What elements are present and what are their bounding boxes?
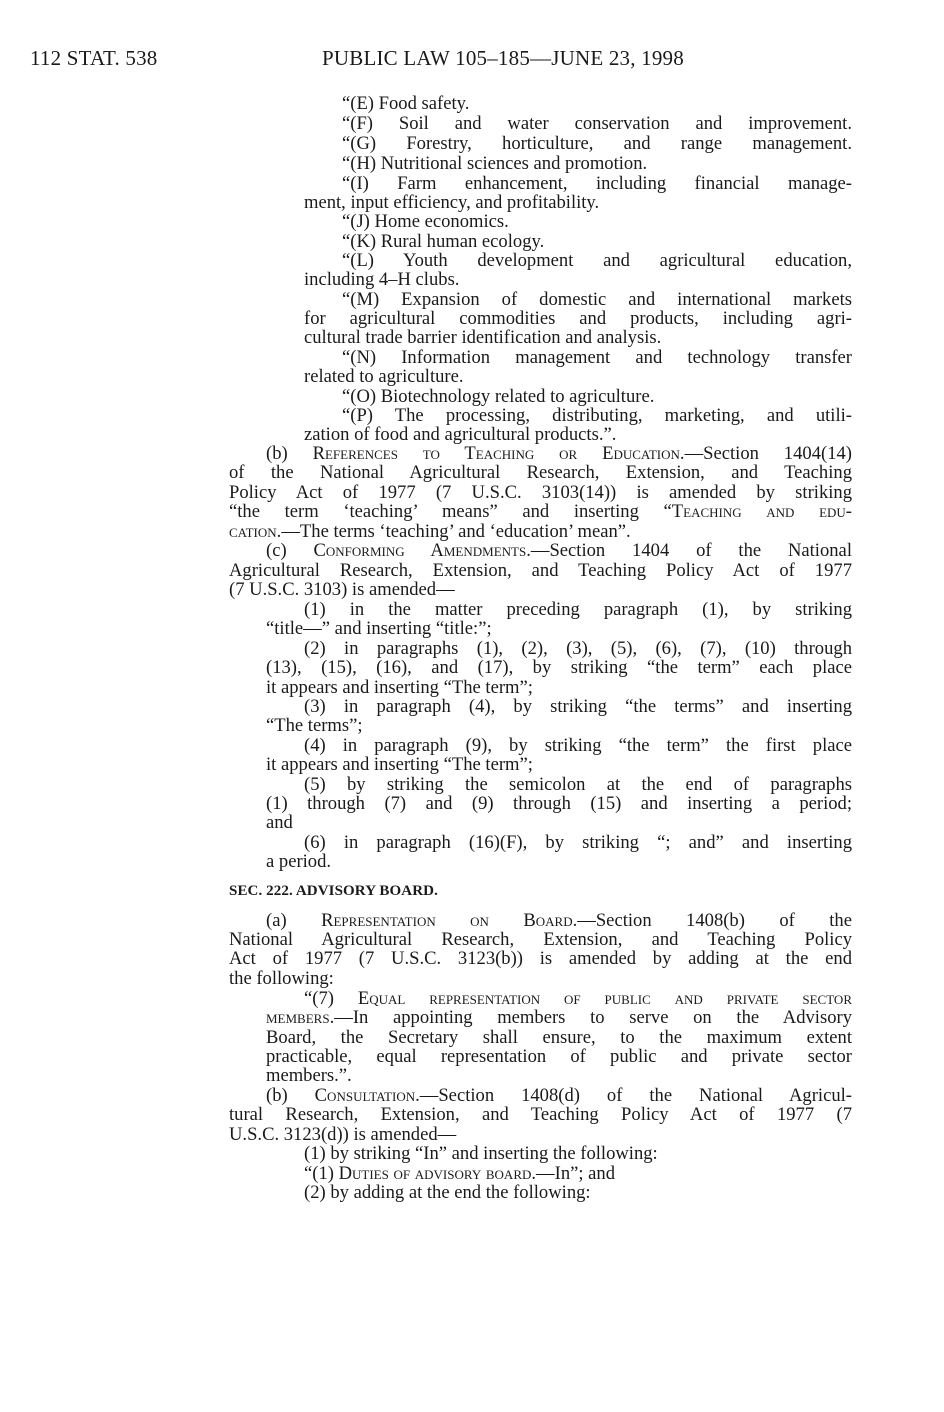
text-line: “(G) Forestry, horticulture, and range management. — [342, 133, 852, 154]
text-line: Policy Act of 1977 (7 U.S.C. 3103(14)) is amended by striking — [229, 482, 852, 503]
text-line: members.”. — [266, 1065, 352, 1086]
line-suffix: —The terms ‘teaching’ and ‘education’ mean”. — [281, 521, 631, 542]
section-heading: SEC. 222. ADVISORY BOARD. — [229, 883, 438, 899]
text-line: (1) through (7) and (9) through (15) and inserting a period; — [266, 793, 852, 814]
text-line — [266, 444, 852, 464]
text-line: “(N) Information management and technology transfer — [342, 347, 852, 368]
text-line: “(H) Nutritional sciences and promotion. — [342, 153, 648, 174]
text-line: (1) in the matter preceding paragraph (1), by striking — [304, 599, 852, 620]
text-line: and — [266, 812, 293, 833]
text-line — [266, 1086, 852, 1106]
text-line: “(J) Home economics. — [342, 211, 509, 232]
text-line: (1) by striking “In” and inserting the following: — [304, 1143, 658, 1164]
text-line: “(F) Soil and water conservation and improvement. — [342, 113, 852, 134]
text-line: tural Research, Extension, and Teaching Policy Act of 1977 (7 — [229, 1104, 852, 1125]
text-line: “The terms”; — [266, 715, 363, 736]
small-caps-heading: Equal representation of public and private sector — [357, 988, 852, 1009]
small-caps-heading: Consultation. — [314, 1085, 420, 1106]
text-line: “(L) Youth development and agricultural education, — [342, 250, 852, 271]
text-line: (7 U.S.C. 3103) is amended— — [229, 579, 455, 600]
line-suffix: —Section 1408(b) of the — [577, 910, 852, 931]
line-prefix: (a) — [266, 910, 322, 931]
text-line: related to agriculture. — [304, 366, 464, 387]
small-caps-heading: Teaching and edu- — [671, 501, 852, 522]
text-line: cultural trade barrier identification and analysis. — [304, 327, 662, 348]
text-line: a period. — [266, 851, 332, 872]
text-line: it appears and inserting “The term”; — [266, 677, 533, 698]
text-line: Agricultural Research, Extension, and Teaching Policy Act of 1977 — [229, 560, 852, 581]
text-line: “(O) Biotechnology related to agriculture. — [342, 386, 655, 407]
line-prefix: (c) — [266, 540, 314, 561]
text-line: (6) in paragraph (16)(F), by striking “; and” and inserting — [304, 832, 852, 853]
small-caps-heading: Representation on Board. — [321, 910, 578, 931]
line-prefix: (b) — [266, 443, 313, 464]
text-line: (3) in paragraph (4), by striking “the terms” and inserting — [304, 696, 852, 717]
text-line: including 4–H clubs. — [304, 269, 460, 290]
text-line: U.S.C. 3123(d)) is amended— — [229, 1124, 457, 1145]
page-reference: 112 STAT. 538 — [30, 46, 158, 70]
text-line — [229, 522, 631, 542]
small-caps-heading: References to Teaching or Education. — [312, 443, 685, 464]
text-line — [304, 989, 852, 1009]
text-line: it appears and inserting “The term”; — [266, 754, 533, 775]
line-suffix: —In appointing members to serve on the Advisory — [334, 1007, 852, 1028]
line-suffix: —Section 1408(d) of the National Agricul- — [419, 1085, 852, 1106]
text-line: “(P) The processing, distributing, marketing, and utili- — [342, 405, 852, 426]
line-suffix: —In”; and — [536, 1163, 616, 1184]
line-prefix: “the term ‘teaching’ means” and inserting “ — [229, 501, 672, 522]
text-line: “(M) Expansion of domestic and international markets — [342, 289, 852, 310]
small-caps-heading: Duties of advisory board. — [338, 1163, 537, 1184]
text-line: (13), (15), (16), and (17), by striking “the term” each place — [266, 657, 852, 678]
text-line: “(I) Farm enhancement, including financial manage- — [342, 173, 852, 194]
text-line: “title—” and inserting “title:”; — [266, 618, 492, 639]
text-line — [266, 541, 852, 561]
line-suffix: —Section 1404(14) — [684, 443, 852, 464]
text-line: for agricultural commodities and products, including agri- — [304, 308, 852, 329]
small-caps-heading: Conforming Amendments. — [313, 540, 531, 561]
text-line: zation of food and agricultural products.”. — [304, 424, 617, 445]
line-prefix: “(7) — [304, 988, 358, 1009]
text-line: National Agricultural Research, Extension, and Teaching Policy — [229, 929, 852, 950]
text-line — [229, 502, 852, 522]
line-suffix: —Section 1404 of the National — [530, 540, 852, 561]
line-prefix: “(1) — [304, 1163, 339, 1184]
text-line: (2) in paragraphs (1), (2), (3), (5), (6), (7), (10) through — [304, 638, 852, 659]
text-line: “(K) Rural human ecology. — [342, 231, 545, 252]
text-line: “(E) Food safety. — [342, 93, 470, 114]
text-line: ment, input efficiency, and profitability. — [304, 192, 600, 213]
text-line: (2) by adding at the end the following: — [304, 1182, 591, 1203]
small-caps-heading: cation. — [229, 521, 282, 542]
line-prefix: (b) — [266, 1085, 315, 1106]
text-line: of the National Agricultural Research, Extension, and Teaching — [229, 462, 852, 483]
text-line — [304, 1164, 615, 1184]
text-line: (4) in paragraph (9), by striking “the term” the first place — [304, 735, 852, 756]
text-line: Board, the Secretary shall ensure, to the maximum extent — [266, 1027, 852, 1048]
text-line: Act of 1977 (7 U.S.C. 3123(b)) is amended by adding at the end — [229, 948, 852, 969]
text-line — [266, 911, 852, 931]
text-line: (5) by striking the semicolon at the end of paragraphs — [304, 774, 852, 795]
running-title: PUBLIC LAW 105–185—JUNE 23, 1998 — [322, 46, 684, 70]
text-line — [266, 1008, 852, 1028]
text-line: the following: — [229, 968, 334, 989]
text-line: practicable, equal representation of public and private sector — [266, 1046, 852, 1067]
small-caps-heading: members. — [266, 1007, 335, 1028]
